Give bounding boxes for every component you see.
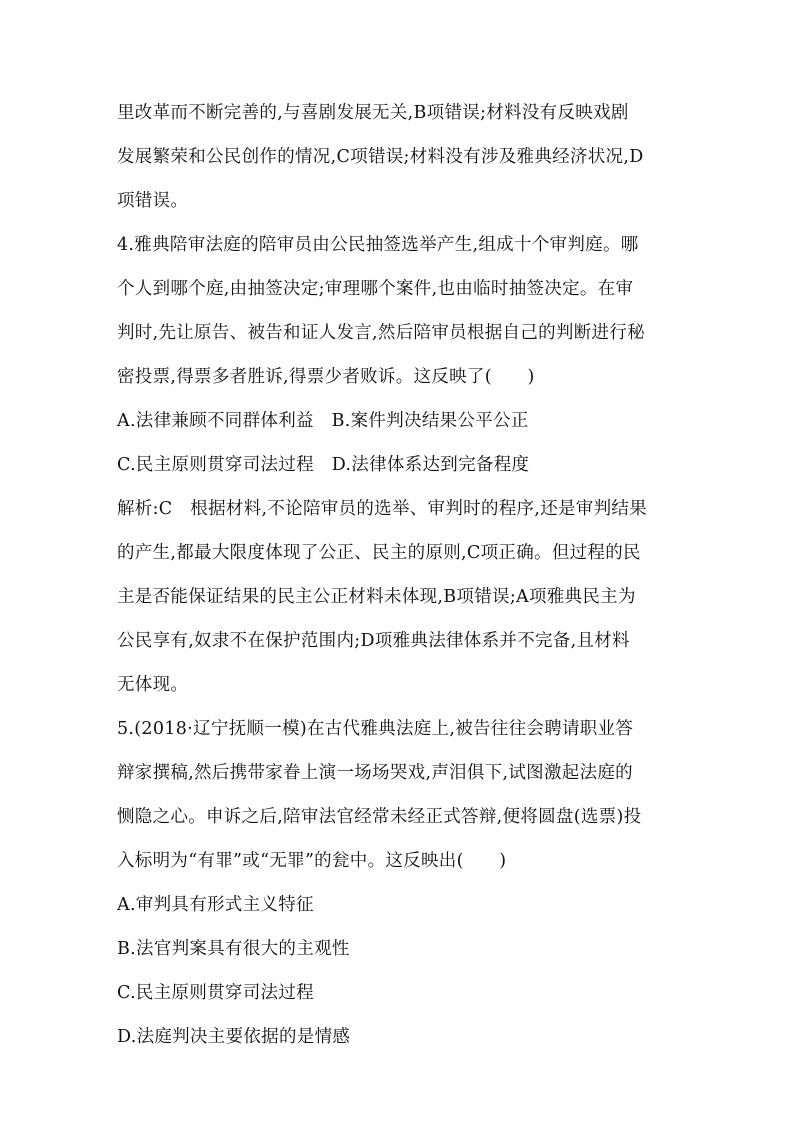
- text-line: 项错误。: [117, 191, 189, 211]
- text-line: 个人到哪个庭,由抽签决定;审理哪个案件,也由临时抽签决定。在审: [117, 279, 634, 299]
- question-5-option-a: A.审判具有形式主义特征: [117, 895, 314, 915]
- text-line: 密投票,得票多者胜诉,得票少者败诉。这反映了( ): [117, 367, 535, 387]
- question-4-stem: 4.雅典陪审法庭的陪审员由公民抽签选举产生,组成十个审判庭。哪: [117, 235, 639, 255]
- question-5-option-b: B.法官判案具有很大的主观性: [117, 939, 350, 959]
- question-4-analysis: 解析:C 根据材料,不论陪审员的选举、审判时的程序,还是审判结果: [117, 499, 648, 519]
- question-5-stem: 5.(2018·辽宁抚顺一模)在古代雅典法庭上,被告往往会聘请职业答: [117, 719, 634, 739]
- text-line: 公民享有,奴隶不在保护范围内;D项雅典法律体系并不完备,且材料: [117, 631, 630, 651]
- question-5-option-c: C.民主原则贯穿司法过程: [117, 983, 314, 1003]
- text-line: 无体现。: [117, 675, 189, 695]
- question-4-options-ab: A.法律兼顾不同群体利益 B.案件判决结果公平公正: [117, 411, 529, 431]
- text-line: 里改革而不断完善的,与喜剧发展无关,B项错误;材料没有反映戏剧: [117, 103, 629, 123]
- question-4-options-cd: C.民主原则贯穿司法过程 D.法律体系达到完备程度: [117, 455, 530, 475]
- text-line: 主是否能保证结果的民主公正材料未体现,B项错误;A项雅典民主为: [117, 587, 636, 607]
- text-line: 入标明为“有罪”或“无罪”的瓮中。这反映出( ): [117, 851, 507, 871]
- question-5-option-d: D.法庭判决主要依据的是情感: [117, 1027, 351, 1047]
- text-line: 判时,先让原告、被告和证人发言,然后陪审员根据自己的判断进行秘: [117, 323, 645, 343]
- text-line: 恻隐之心。申诉之后,陪审法官经常未经正式答辩,便将圆盘(选票)投: [117, 807, 642, 827]
- text-line: 发展繁荣和公民创作的情况,C项错误;材料没有涉及雅典经济状况,D: [117, 147, 644, 167]
- text-line: 辩家撰稿,然后携带家眷上演一场场哭戏,声泪俱下,试图激起法庭的: [117, 763, 633, 783]
- text-line: 的产生,都最大限度体现了公正、民主的原则,C项正确。但过程的民: [117, 543, 641, 563]
